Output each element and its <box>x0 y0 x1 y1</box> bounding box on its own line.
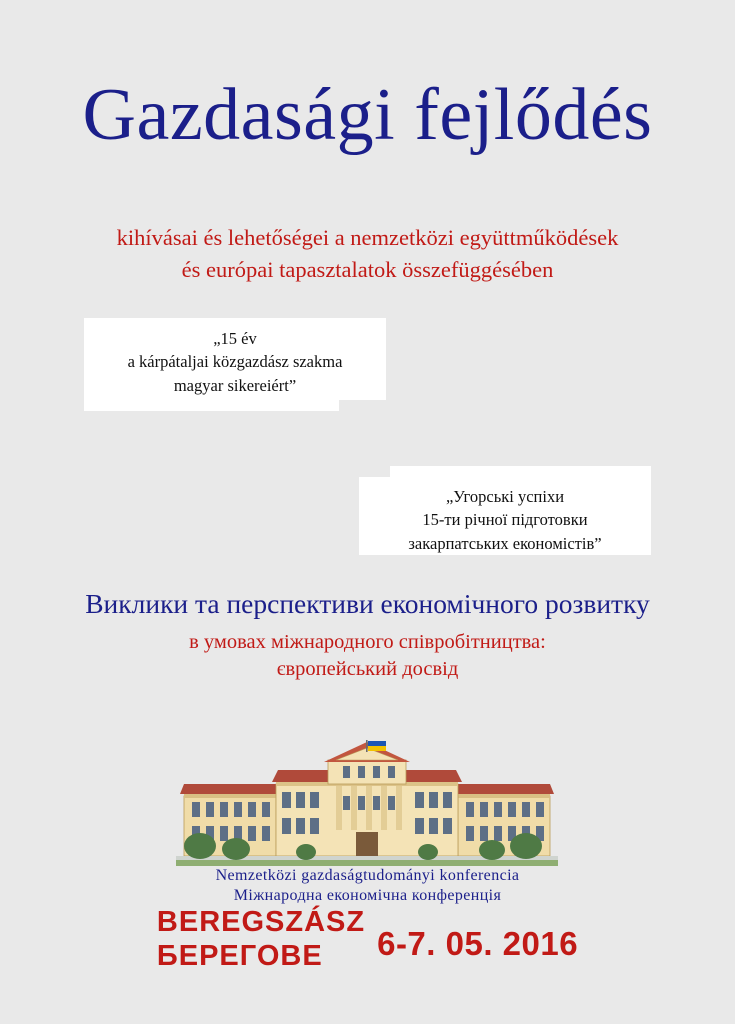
callout-hu-step-decoration <box>84 400 339 411</box>
footer-conference-name-ua: Міжнародна економічна конференція <box>233 887 502 904</box>
footer-conference-name-hu: Nemzetközi gazdaságtudományi konferencia <box>215 867 520 884</box>
callout-hu-line-3: magyar sikereiért” <box>173 375 297 395</box>
page-title: Gazdasági fejlődés <box>82 74 653 156</box>
poster-subtitle-hu <box>0 222 735 286</box>
conference-date: 6-7. 05. 2016 <box>377 925 579 962</box>
callout-hu-line-1: „15 év <box>213 329 257 348</box>
subtitle-line-1: kihívásai és lehetőségei a nemzetközi együttműködések <box>116 225 619 250</box>
footer-city-date <box>0 905 735 973</box>
callout-ua-line-2: 15-ти річної підготовки <box>422 510 588 530</box>
page-title-ukrainian: Виклики та перспективи економічного розвитку <box>85 588 650 619</box>
ua-subtitle-line-2: європейський досвід <box>276 658 459 681</box>
ua-subtitle-line-1: в умовах міжнародного співробітництва: <box>189 631 546 653</box>
callout-box-hungarian <box>84 318 386 400</box>
callout-box-ukrainian <box>359 477 651 555</box>
institute-building-illustration <box>176 740 558 870</box>
city-names <box>157 905 365 973</box>
city-name-ua: БЕРЕГОВЕ <box>156 940 323 973</box>
poster-subtitle-ua <box>0 629 735 683</box>
callout-ua-line-1: „Угорські успіхи <box>445 487 565 506</box>
subtitle-line-2: és európai tapasztalatok összefüggésében <box>181 256 554 282</box>
callout-ua-line-3: закарпатських економістів” <box>408 533 602 553</box>
conference-footer <box>0 866 735 906</box>
callout-hu-line-2: a kárpátaljai közgazdász szakma <box>127 352 343 372</box>
city-date-row <box>157 905 578 973</box>
city-name-hu: BEREGSZÁSZ <box>156 906 366 938</box>
